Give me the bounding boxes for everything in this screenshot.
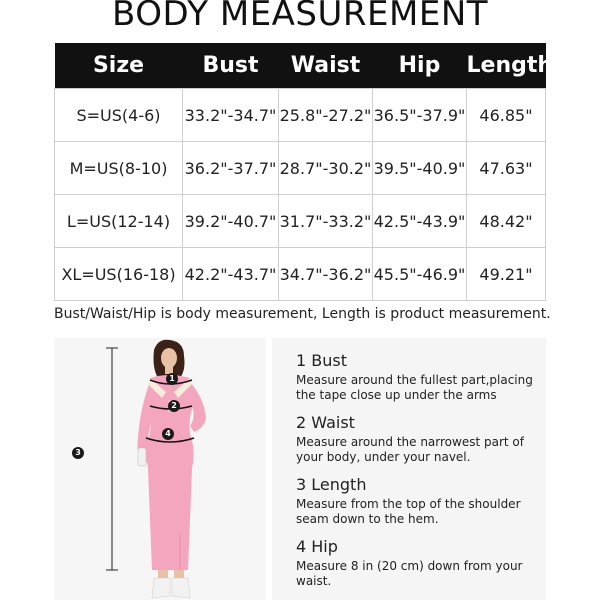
cell-length: 47.63"	[467, 142, 546, 195]
instruction-line: seam down to the hem.	[296, 512, 439, 526]
instruction-waist	[296, 414, 541, 465]
cell-size: XL=US(16-18)	[55, 248, 183, 301]
marker-waist: 2	[168, 400, 180, 412]
cell-bust: 42.2"-43.7"	[183, 248, 279, 301]
header-bust: Bust	[183, 43, 279, 89]
marker-length: 3	[72, 447, 84, 459]
instruction-line: Measure around the fullest part,placing	[296, 373, 533, 387]
instruction-heading: 4 Hip	[296, 537, 338, 556]
instruction-text	[296, 373, 541, 403]
instruction-text	[296, 497, 541, 527]
cell-waist: 28.7"-30.2"	[279, 142, 373, 195]
cell-bust: 36.2"-37.7"	[183, 142, 279, 195]
measurement-note: Bust/Waist/Hip is body measurement, Length is product measurement.	[54, 306, 551, 322]
instruction-text	[296, 435, 541, 465]
cell-length: 49.21"	[467, 248, 546, 301]
page-title: BODY MEASUREMENT	[111, 0, 489, 34]
cell-hip: 36.5"-37.9"	[373, 89, 467, 142]
instruction-length	[296, 476, 541, 527]
cell-hip: 42.5"-43.9"	[373, 195, 467, 248]
table-header-row	[55, 43, 546, 89]
instruction-heading: 1 Bust	[296, 351, 347, 370]
instruction-bust	[296, 352, 541, 403]
table-row	[55, 142, 546, 195]
cell-hip: 45.5"-46.9"	[373, 248, 467, 301]
size-chart-table	[54, 43, 554, 301]
cell-waist: 25.8"-27.2"	[279, 89, 373, 142]
instruction-line: Measure around the narrowest part of	[296, 435, 524, 449]
instruction-heading: 3 Length	[296, 475, 367, 494]
table-row	[55, 89, 546, 142]
marker-bust: 1	[166, 373, 178, 385]
instruction-heading: 2 Waist	[296, 413, 355, 432]
cell-length: 48.42"	[467, 195, 546, 248]
instruction-line: waist.	[296, 574, 332, 588]
cell-size: L=US(12-14)	[55, 195, 183, 248]
table-row	[55, 195, 546, 248]
instruction-line: the tape close up under the arms	[296, 388, 497, 402]
cell-bust: 39.2"-40.7"	[183, 195, 279, 248]
cell-waist: 31.7"-33.2"	[279, 195, 373, 248]
model-figure-illustration	[54, 338, 266, 600]
instruction-line: your body, under your navel.	[296, 450, 471, 464]
cell-waist: 34.7"-36.2"	[279, 248, 373, 301]
instruction-hip	[296, 538, 541, 589]
marker-hip: 4	[162, 428, 174, 440]
header-size: Size	[55, 43, 183, 89]
table-row	[55, 248, 546, 301]
instruction-text	[296, 559, 541, 589]
cell-size: S=US(4-6)	[55, 89, 183, 142]
cell-hip: 39.5"-40.9"	[373, 142, 467, 195]
instruction-line: Measure from the top of the shoulder	[296, 497, 521, 511]
header-length: Length	[467, 43, 546, 89]
cell-bust: 33.2"-34.7"	[183, 89, 279, 142]
cell-size: M=US(8-10)	[55, 142, 183, 195]
header-waist: Waist	[279, 43, 373, 89]
header-hip: Hip	[373, 43, 467, 89]
model-photo-panel	[54, 338, 266, 600]
measurement-instructions	[272, 338, 546, 600]
instruction-line: Measure 8 in (20 cm) down from your	[296, 559, 523, 573]
cell-length: 46.85"	[467, 89, 546, 142]
